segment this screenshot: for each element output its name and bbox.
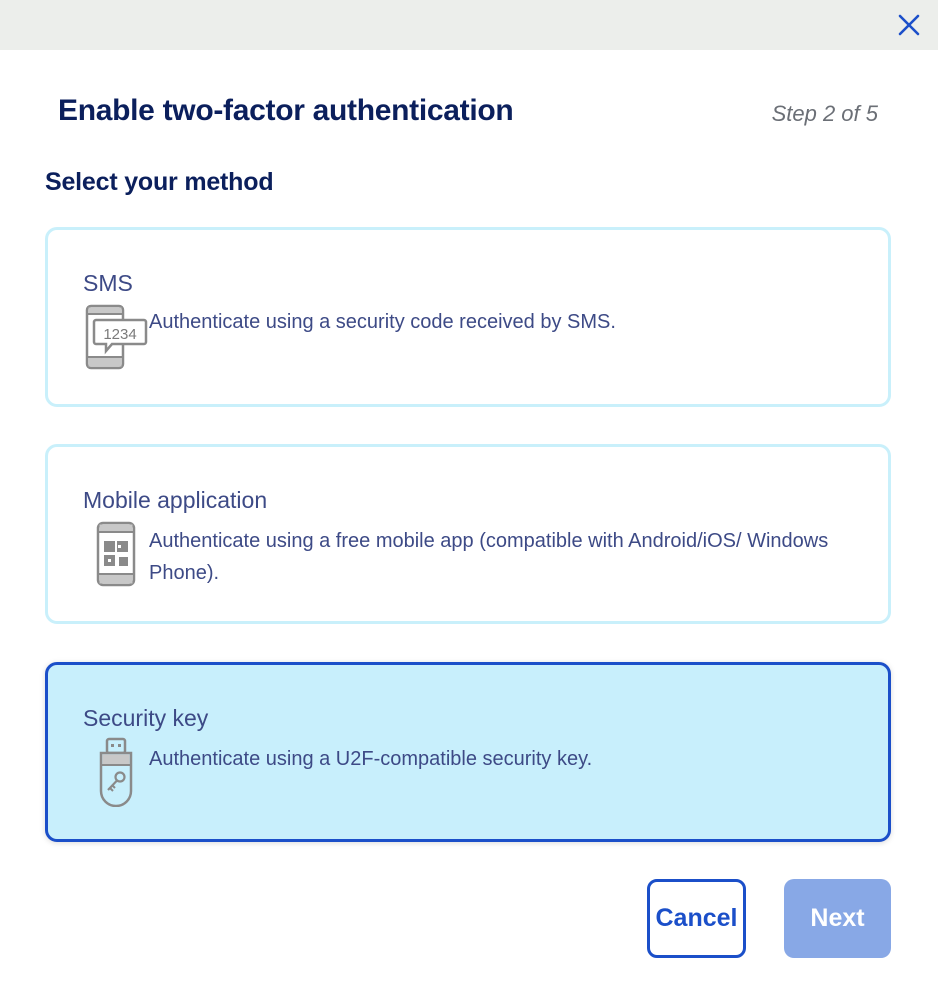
- qr-phone-icon: [96, 521, 136, 592]
- method-option-mobile-app[interactable]: [45, 444, 891, 624]
- dialog-header-bar: [0, 0, 938, 50]
- step-indicator: Step 2 of 5: [771, 101, 878, 126]
- method-description: Authenticate using a U2F-compatible security key.: [149, 748, 593, 770]
- method-title: Security key: [83, 705, 209, 731]
- section-heading: Select your method: [45, 168, 274, 196]
- method-title: SMS: [83, 270, 133, 296]
- cancel-button[interactable]: Cancel: [647, 879, 746, 958]
- next-button[interactable]: Next: [784, 879, 891, 958]
- sms-phone-icon: [84, 304, 148, 375]
- method-description: Authenticate using a security code received by SMS.: [149, 311, 616, 333]
- method-title: Mobile application: [83, 487, 268, 513]
- usb-key-icon: [98, 737, 134, 812]
- close-icon: [898, 14, 920, 36]
- method-option-sms[interactable]: [45, 227, 891, 407]
- method-description: Authenticate using a free mobile app (compatible with Android/iOS/ Windows Phone).: [149, 530, 829, 584]
- close-button[interactable]: [896, 12, 922, 38]
- svg-text:1234: 1234: [103, 326, 137, 343]
- method-option-security-key[interactable]: [45, 662, 891, 842]
- dialog-title: Enable two-factor authentication: [58, 94, 514, 127]
